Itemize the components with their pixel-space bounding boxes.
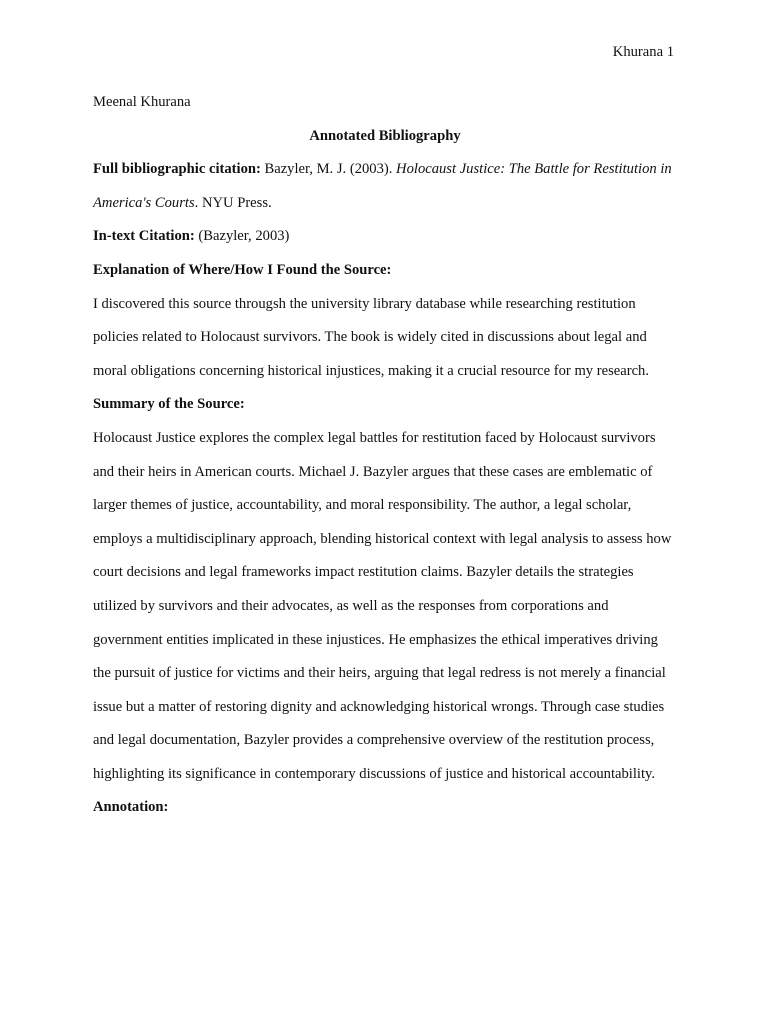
citation-authors-year: Bazyler, M. J. (2003). (260, 161, 397, 178)
full-citation-label: Full bibliographic citation: (93, 161, 261, 178)
document-body (93, 86, 677, 825)
explanation-heading-text: Explanation of Where/How I Found the Source: (93, 261, 392, 278)
author-name: Meenal Khurana (93, 94, 191, 110)
document-title (93, 120, 677, 154)
full-citation (93, 153, 677, 220)
explanation-paragraph: I discovered this source througsh the university library database while researching restitution policies related to Holocaust survivors. The book is widely cited in discussions about legal and moral obligations concerning historical injustices, making it a crucial resource for my research. (93, 295, 649, 379)
citation-book-title: Holocaust Justice: The Battle for Restitution in America's Courts (93, 161, 672, 211)
summary-heading (93, 388, 677, 422)
summary-paragraph: Holocaust Justice explores the complex legal battles for restitution faced by Holocaust survivors and their heirs in American courts. Michael J. Bazyler argues that these cases are emblematic of larger themes of justice, accountability, and moral responsibility. The author, a legal scholar, employs a multidisciplinary approach, blending historical context with legal analysis to assess how court decisions and legal frameworks impact restitution claims. Bazyler details the strategies utilized by survivors and their advocates, as well as the responses from corporations and government entities implicated in these injustices. He emphasizes the ethical imperatives driving the pursuit of justice for victims and their heirs, arguing that legal redress is not merely a financial issue but a matter of restoring dignity and acknowledging historical wrongs. Through case studies and legal documentation, Bazyler provides a comprehensive overview of the restitution process, highlighting its significance in contemporary discussions of justice and historical accountability. (93, 429, 672, 782)
annotation-heading (93, 791, 677, 825)
citation-publisher: . NYU Press. (194, 194, 272, 211)
in-text-citation (93, 220, 677, 254)
in-text-citation-value: (Bazyler, 2003) (194, 228, 290, 245)
document-title-text: Annotated Bibliography (309, 127, 461, 144)
summary-heading-text: Summary of the Source: (93, 396, 245, 413)
running-head: Khurana 1 (612, 44, 674, 60)
in-text-citation-label: In-text Citation: (93, 228, 195, 245)
annotation-heading-text: Annotation: (93, 799, 169, 816)
explanation-heading (93, 254, 677, 288)
